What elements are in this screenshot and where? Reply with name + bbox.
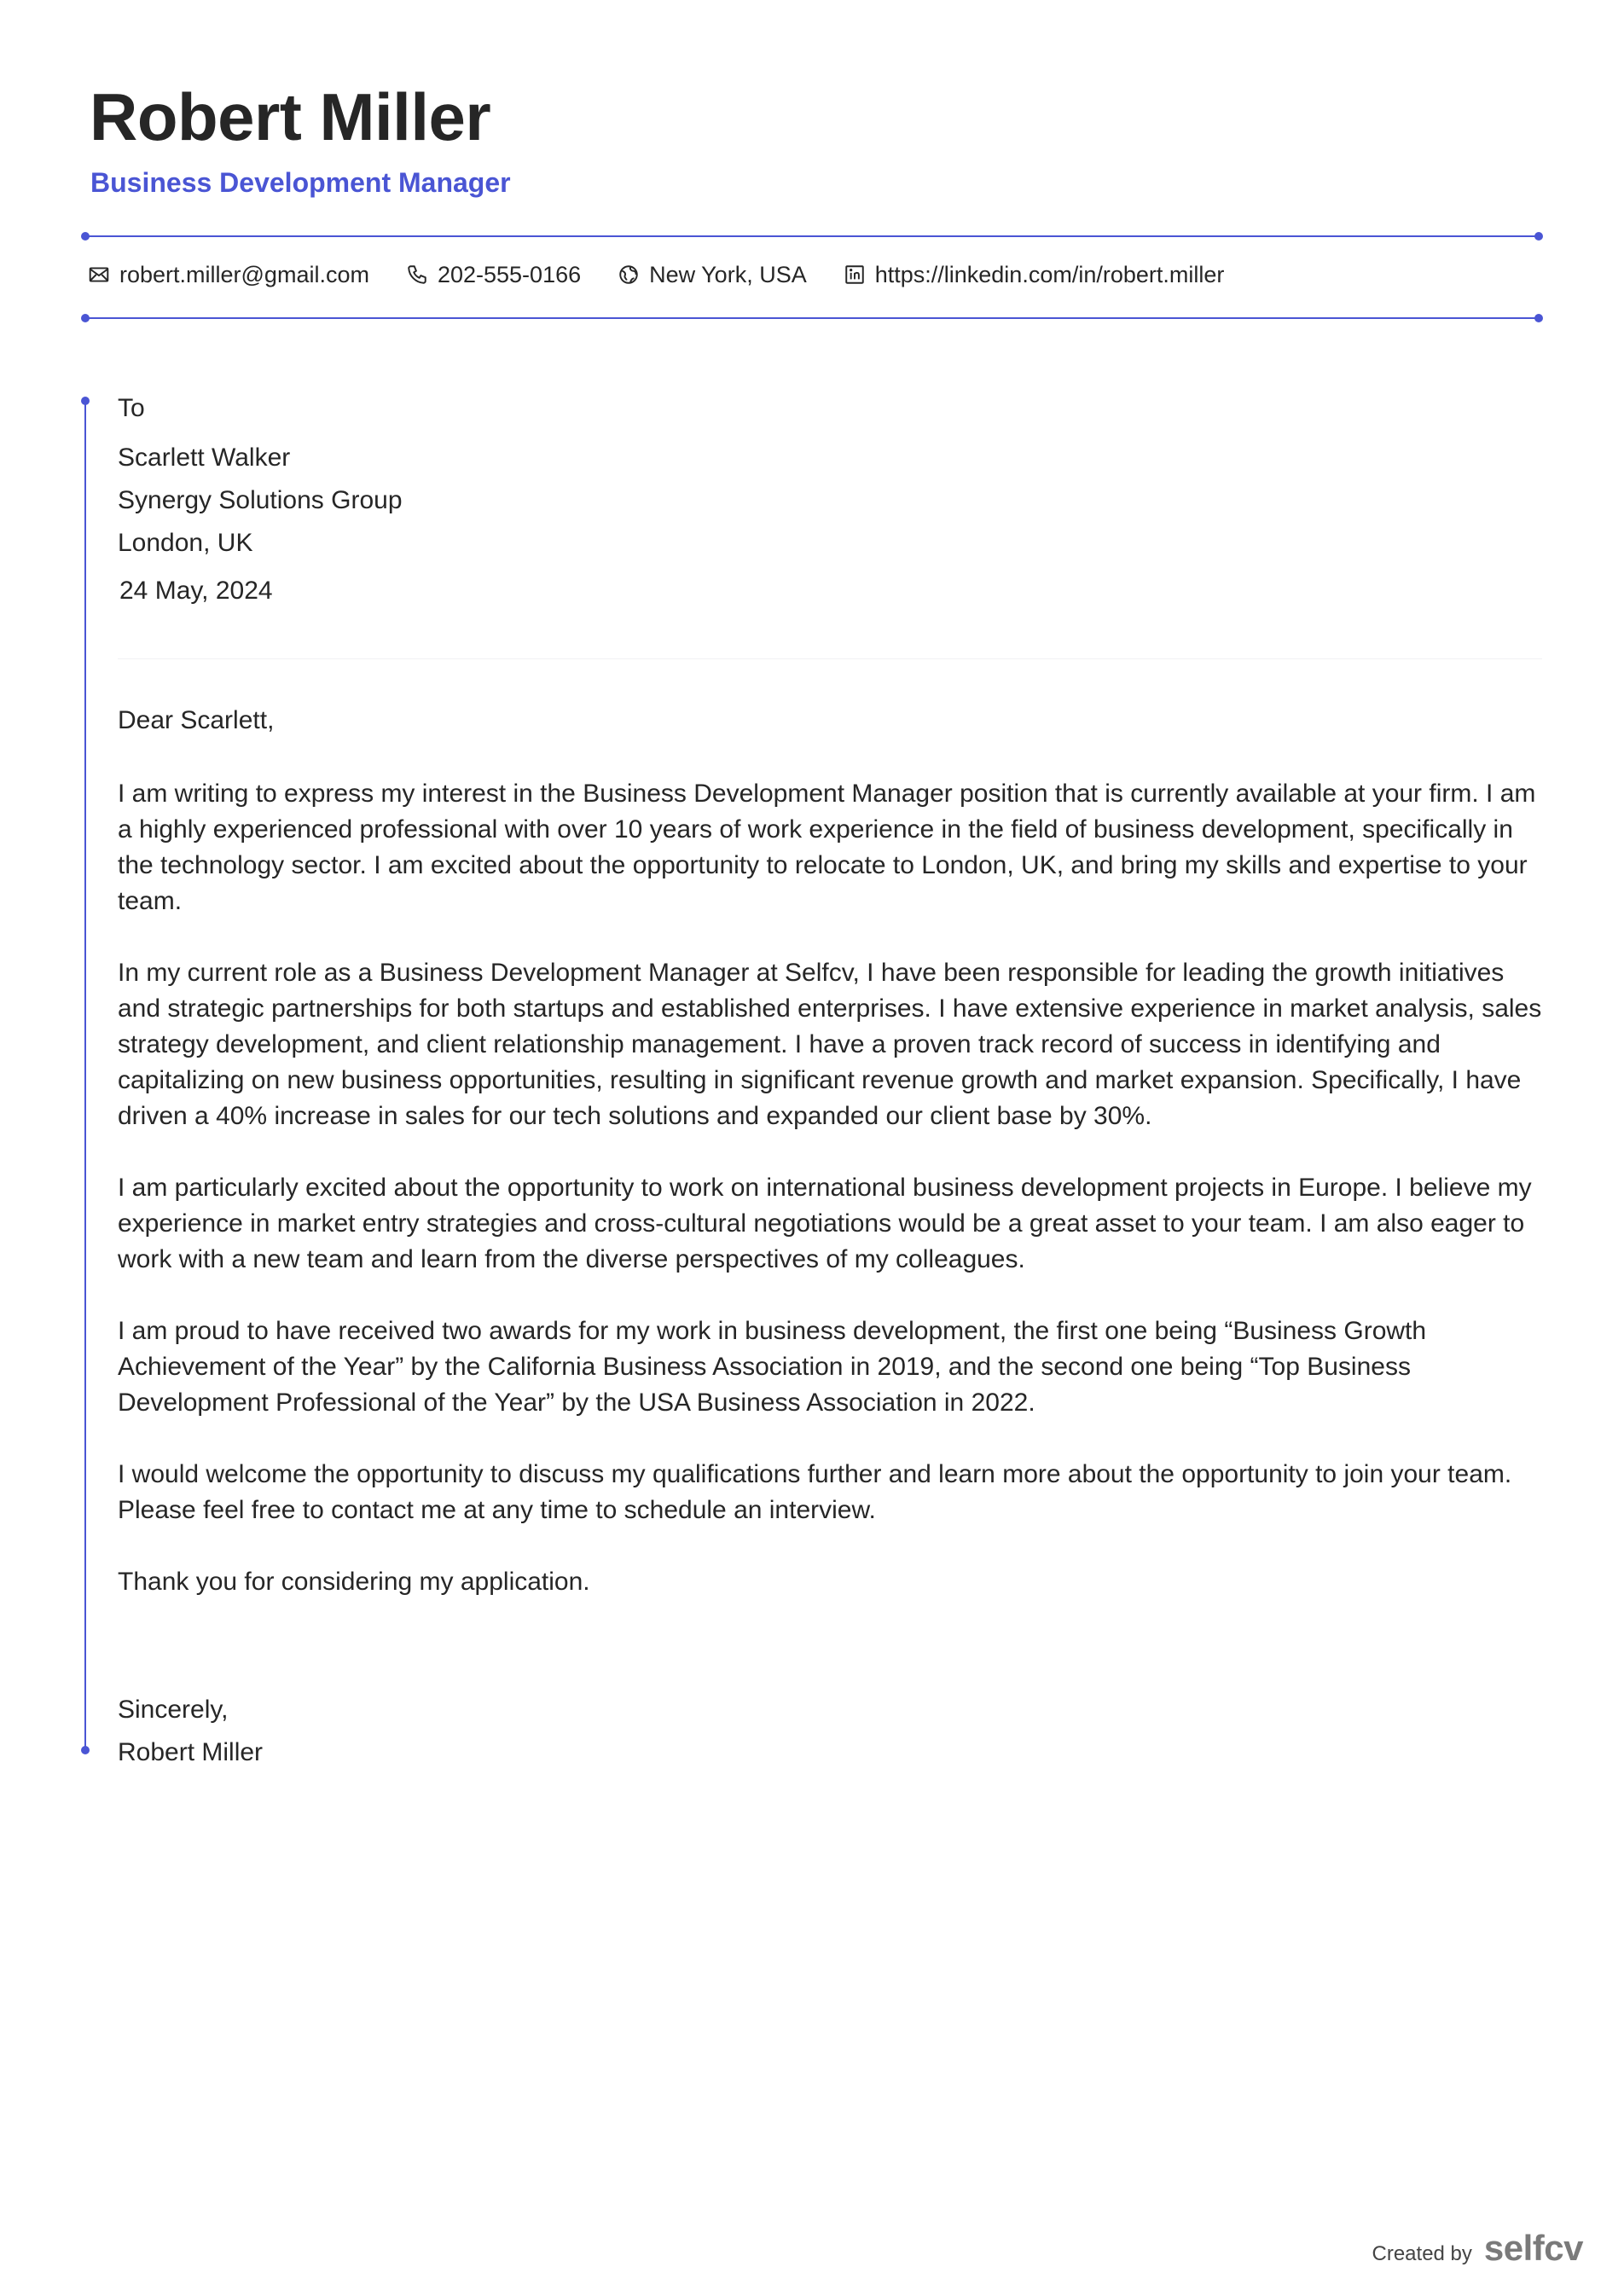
created-by-label: Created by bbox=[1372, 2242, 1472, 2265]
footer-branding bbox=[1372, 2228, 1584, 2269]
contact-linkedin[interactable] bbox=[843, 262, 1225, 288]
brand-logo[interactable]: selfcv bbox=[1483, 2228, 1583, 2268]
phone-icon bbox=[405, 263, 429, 287]
email-icon bbox=[87, 263, 111, 287]
recipient-name: Scarlett Walker bbox=[118, 444, 291, 472]
header-divider-top bbox=[85, 235, 1539, 237]
recipient-to-label: To bbox=[118, 394, 145, 422]
letter-paragraph: I would welcome the opportunity to discuss my qualifications further and learn more about the opportunity to join your team. Please feel free to contact me at any time to schedule an interview. bbox=[118, 1460, 1512, 1524]
letter-greeting: Dear Scarlett, bbox=[118, 706, 275, 734]
contact-email[interactable] bbox=[87, 262, 369, 288]
applicant-job-title: Business Development Manager bbox=[90, 167, 511, 198]
letter-date: 24 May, 2024 bbox=[119, 577, 273, 605]
contact-location bbox=[617, 262, 807, 288]
applicant-name: Robert Miller bbox=[90, 79, 491, 154]
contact-email-text: robert.miller@gmail.com bbox=[119, 261, 369, 287]
letter-paragraph: In my current role as a Business Development Manager at Selfcv, I have been responsible for leading the growth initiatives and strategic partnerships for both startups and established enterprises. I have extensive experience in market analysis, sales strategy development, and client relationship management. I have a proven track record of success in identifying and capitalizing on new business opportunities, resulting in significant revenue growth and market expansion. Specifically, I have driven a 40% increase in sales for our tech solutions and expanded our client base by 30%. bbox=[118, 959, 1542, 1130]
contact-location-text: New York, USA bbox=[649, 261, 807, 287]
recipient-company: Synergy Solutions Group bbox=[118, 486, 403, 514]
letter-paragraph: I am writing to express my interest in the Business Development Manager position that is currently available at your firm. I am a highly experienced professional with over 10 years of work experience in the field of business development, specifically in the technology sector. I am excited about the opportunity to relocate to London, UK, and bring my skills and expertise to your team. bbox=[118, 780, 1536, 915]
contact-phone-text: 202-555-0166 bbox=[437, 261, 582, 287]
letter-signature: Robert Miller bbox=[118, 1738, 264, 1766]
recipient-location: London, UK bbox=[118, 529, 253, 557]
globe-icon bbox=[617, 263, 641, 287]
letter-paragraph: Thank you for considering my application. bbox=[118, 1568, 590, 1596]
linkedin-icon bbox=[843, 263, 867, 287]
section-separator bbox=[118, 658, 1542, 659]
letter-paragraph: I am particularly excited about the opportunity to work on international business development projects in Europe. I believe my experience in market entry strategies and cross-cultural negotiations would be a great asset to your team. I am also eager to work with a new team and learn from the diverse perspectives of my colleagues. bbox=[118, 1174, 1532, 1273]
letter-body bbox=[118, 776, 1542, 1636]
contact-bar bbox=[87, 258, 1260, 292]
letter-timeline-line bbox=[84, 401, 86, 1750]
contact-phone[interactable] bbox=[405, 262, 581, 288]
contact-linkedin-text: https://linkedin.com/in/robert.miller bbox=[874, 261, 1225, 287]
letter-paragraph: I am proud to have received two awards for my work in business development, the first one being “Business Growth Achievement of the Year” by the California Business Association in 2019, and the second one being “Top Business Development Professional of the Year” by the USA Business Association in 2022. bbox=[118, 1317, 1427, 1417]
header-divider-bottom bbox=[85, 317, 1539, 319]
letter-closing: Sincerely, bbox=[118, 1696, 229, 1724]
